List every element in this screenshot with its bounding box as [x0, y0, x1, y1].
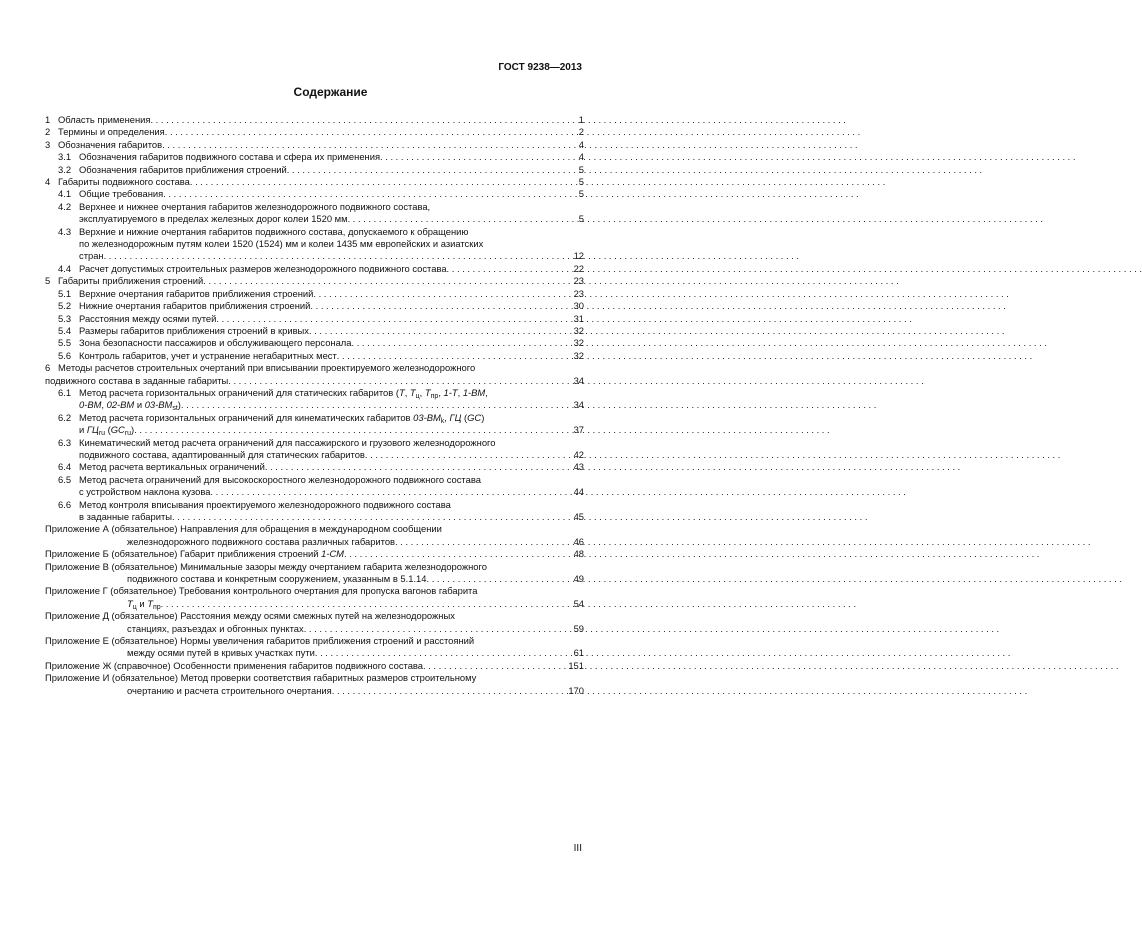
- entry-number: 6.1: [58, 386, 72, 398]
- entry-title: Контроль габаритов, учет и устранение негабаритных мест: [79, 349, 337, 361]
- entry-page: 12: [573, 250, 584, 262]
- entry-number: 6.6: [58, 498, 72, 510]
- entry-title-line-1: Верхние и нижние очертания габаритов подвижного состава, допускаемого к обращению: [79, 225, 469, 237]
- toc-entry-appendix-i[interactable]: [45, 672, 584, 697]
- leader-dots: [313, 288, 572, 300]
- entry-title-line-1: Верхнее и нижнее очертания габаритов железнодорожного подвижного состава,: [79, 200, 431, 212]
- entry-page: 22: [573, 262, 584, 274]
- entry-page: 170: [568, 684, 584, 696]
- entry-title: Обозначения габаритов приближения строений: [79, 163, 287, 175]
- entry-number: 5.4: [58, 324, 72, 336]
- entry-title-line-1: Кинематический метод расчета ограничений для пассажирского и грузового железнодорожного: [79, 436, 496, 448]
- leader-dots: [426, 573, 572, 585]
- toc-entry-appendix-d[interactable]: [45, 610, 584, 635]
- entry-title-line-2: эксплуатируемого в пределах железных дорог колеи 1520 мм: [79, 213, 348, 225]
- toc-entry-5-1[interactable]: [45, 288, 584, 300]
- leader-dots: [134, 424, 572, 436]
- entry-page: 46: [573, 535, 584, 547]
- leader-dots: [310, 300, 572, 312]
- entry-page: 31: [573, 312, 584, 324]
- leader-dots: [150, 114, 577, 126]
- entry-page: 23: [573, 275, 584, 287]
- entry-page: 2: [578, 126, 584, 138]
- entry-page: 44: [573, 486, 584, 498]
- entry-title: Расстояния между осями путей: [79, 312, 217, 324]
- entry-title-line-1: Метод расчета горизонтальных ограничений для кинематических габаритов: [79, 411, 414, 423]
- entry-number: 4.3: [58, 225, 72, 237]
- entry-page: 151: [568, 659, 584, 671]
- entry-page: 48: [573, 548, 584, 560]
- leader-dots: [365, 449, 573, 461]
- entry-title-line-1: Метод расчета ограничений для высокоскоростного железнодорожного подвижного состава: [79, 473, 481, 485]
- entry-title: Приложение Б (обязательное) Габарит приближения строений: [45, 548, 322, 560]
- entry-title-line-3: стран: [79, 250, 104, 262]
- leader-dots: [172, 511, 573, 523]
- entry-title-line-1: Приложение И (обязательное) Метод проверки соответствия габаритных размеров строительному: [45, 672, 477, 684]
- entry-page: 32: [573, 324, 584, 336]
- toc-entry-4[interactable]: [45, 176, 584, 188]
- entry-page: 1: [578, 114, 584, 125]
- leader-dots: [332, 685, 568, 697]
- entry-page: 42: [573, 448, 584, 460]
- entry-page: 45: [573, 511, 584, 522]
- entry-title-line-2: по железнодорожным путям колеи 1520 (1524) мм и колеи 1435 мм европейских и азиатских: [79, 238, 484, 250]
- leader-dots: [163, 188, 578, 200]
- toc-entry-appendix-g[interactable]: Приложение Г (обязательное) Требования контрольного очертания для пропуска вагонов габарита $T_ц$ и $T_{пр}$ . . . 54: [45, 585, 584, 610]
- entry-number: 3.2: [58, 163, 72, 175]
- leader-dots: [210, 486, 572, 498]
- entry-title: Обозначения габаритов подвижного состава и сфера их применения: [79, 151, 381, 163]
- entry-page: 34: [573, 399, 584, 411]
- entry-page: 5: [578, 176, 584, 188]
- leader-dots: [216, 313, 572, 325]
- leader-dots: [104, 250, 573, 262]
- leader-dots: [228, 375, 572, 387]
- leader-dots: [165, 126, 578, 138]
- toc-entry-5-5[interactable]: [45, 337, 584, 349]
- entry-page: 49: [573, 573, 584, 585]
- entry-number: 5.3: [58, 312, 72, 324]
- toc-entry-appendix-b[interactable]: Приложение Б (обязательное) Габарит приближения строений 1-СМ . . . 48: [45, 548, 584, 560]
- leader-dots: [395, 536, 573, 548]
- table-of-contents: [45, 114, 584, 697]
- entry-title-line-2: очертанию и расчета строительного очертания: [127, 684, 332, 696]
- leader-dots: [203, 275, 572, 287]
- toc-entry-appendix-zh[interactable]: [45, 660, 584, 672]
- entry-page: 4: [578, 151, 584, 163]
- entry-page: 5: [578, 163, 584, 175]
- leader-dots: [344, 548, 573, 560]
- entry-title: Термины и определения: [58, 126, 165, 138]
- toc-entry-5-2[interactable]: [45, 300, 584, 312]
- entry-number: 4.4: [58, 262, 72, 274]
- toc-entry-6-5[interactable]: [45, 474, 584, 499]
- entry-title-line-1: Метод контроля вписывания проектируемого железнодорожного подвижного состава: [79, 498, 451, 510]
- entry-number: 5.2: [58, 300, 72, 312]
- entry-page: 5: [578, 213, 584, 225]
- entry-page: 32: [573, 337, 584, 349]
- entry-number: 5.6: [58, 349, 72, 361]
- entry-number: 5.5: [58, 337, 72, 349]
- toc-entry-appendix-e[interactable]: [45, 635, 584, 660]
- entry-title-line-2: подвижного состава и конкретным сооружением, указанным в 5.1.14: [127, 573, 427, 585]
- leader-dots: [315, 647, 573, 659]
- toc-entry-6-1[interactable]: 6.1 Метод расчета горизонтальных ограничений для статических габаритов (T, $T_ц$, $T_{пр}$, 1-T, 1-ВМ, 0-ВМ, 02-ВМ и $03-ВМ_{st}$) . . . 34: [45, 387, 584, 412]
- leader-dots: [423, 660, 567, 672]
- toc-entry-5[interactable]: [45, 275, 584, 287]
- entry-page: 54: [573, 597, 584, 609]
- entry-number: 6.5: [58, 473, 72, 485]
- entry-page: 43: [573, 461, 584, 473]
- entry-number: 2: [45, 126, 51, 138]
- entry-title-line-2: железнодорожного подвижного состава различных габаритов: [127, 535, 396, 547]
- toc-entry-appendix-a[interactable]: [45, 523, 584, 548]
- entry-title-line-1: Приложение Д (обязательное) Расстояния между осями смежных путей на железнодорожных: [45, 610, 455, 622]
- toc-entry-3[interactable]: [45, 139, 584, 151]
- toc-entry-4-4[interactable]: [45, 263, 584, 275]
- entry-page: 4: [578, 138, 584, 150]
- entry-page: 61: [573, 647, 584, 659]
- leader-dots: [447, 263, 573, 275]
- entry-title: Размеры габаритов приближения строений в кривых: [79, 324, 309, 336]
- entry-number: 6.4: [58, 461, 72, 473]
- entry-title: Область применения: [58, 114, 151, 125]
- toc-entry-5-4[interactable]: [45, 325, 584, 337]
- entry-number: 6.3: [58, 436, 72, 448]
- entry-title-line-2: с устройством наклона кузова: [79, 486, 211, 498]
- toc-entry-6-6[interactable]: [45, 499, 584, 524]
- toc-entry-6[interactable]: [45, 362, 584, 387]
- entry-title-line-2: в заданные габариты: [79, 511, 172, 522]
- entry-title: Обозначения габаритов: [58, 138, 163, 150]
- toc-entry-5-3[interactable]: [45, 313, 584, 325]
- entry-title: Зона безопасности пассажиров и обслуживающего персонала: [79, 337, 352, 349]
- entry-title: Габариты приближения строений: [58, 275, 204, 287]
- entry-number: 5: [45, 275, 51, 287]
- toc-entry-2[interactable]: [45, 126, 584, 138]
- entry-title-line-1: Приложение А (обязательное) Направления для обращения в международном сообщении: [45, 523, 442, 535]
- entry-page: 5: [578, 188, 584, 200]
- entry-title-line-2: станциях, разъездах и обгонных пунктах: [127, 622, 304, 634]
- leader-dots: [190, 176, 578, 188]
- entry-title: Метод расчета вертикальных ограничений: [79, 461, 265, 473]
- entry-title-line-1: Метод расчета горизонтальных ограничений для статических габаритов (: [79, 386, 399, 398]
- leader-dots: [181, 399, 573, 411]
- entry-title-line-1: Приложение Г (обязательное) Требования контрольного очертания для пропуска вагонов габарита: [45, 585, 478, 597]
- entry-page: 59: [573, 622, 584, 634]
- entry-page: 23: [573, 287, 584, 299]
- entry-title-line-2: подвижного состава, адаптированный для статических габаритов: [79, 448, 365, 460]
- leader-dots: [287, 164, 578, 176]
- entry-number: 3.1: [58, 151, 72, 163]
- toc-entry-5-6[interactable]: [45, 350, 584, 362]
- leader-dots: [162, 139, 578, 151]
- leader-dots: [348, 213, 578, 225]
- entry-title-line-1: Приложение В (обязательное) Минимальные зазоры между очертанием габарита железнодорожного: [45, 560, 487, 572]
- leader-dots: [161, 598, 573, 610]
- entry-title: Нижние очертания габаритов приближения строений: [79, 300, 311, 312]
- entry-title-line-1: Методы расчетов строительных очертаний при вписывании проектируемого железнодорожного: [58, 362, 476, 374]
- toc-entry-4-3[interactable]: [45, 226, 584, 263]
- toc-title: Содержание: [293, 85, 368, 99]
- leader-dots: [265, 461, 573, 473]
- entry-title-line-2: между осями путей в кривых участках пути: [127, 647, 315, 659]
- entry-title: Расчет допустимых строительных размеров железнодорожного подвижного состава: [79, 262, 447, 274]
- entry-page: 34: [573, 374, 584, 386]
- entry-number: 6.2: [58, 411, 72, 423]
- toc-entry-appendix-v[interactable]: [45, 561, 584, 586]
- entry-number: 4.2: [58, 200, 72, 212]
- entry-number: 6: [45, 362, 51, 374]
- toc-entry-4-2[interactable]: [45, 201, 584, 226]
- entry-number: 3: [45, 138, 51, 150]
- leader-dots: [309, 325, 573, 337]
- toc-entry-1[interactable]: [45, 114, 584, 126]
- entry-title: Габариты подвижного состава: [58, 176, 190, 188]
- entry-number: 1: [45, 114, 51, 125]
- entry-page: 37: [573, 424, 584, 436]
- toc-entry-3-2[interactable]: [45, 164, 584, 176]
- leader-dots: [380, 151, 578, 163]
- entry-page: 30: [573, 300, 584, 312]
- entry-title-line-2: подвижного состава в заданные габариты: [45, 374, 229, 386]
- document-header: ГОСТ 9238—2013: [498, 62, 582, 73]
- entry-number: 5.1: [58, 287, 72, 299]
- leader-dots: [351, 337, 572, 349]
- toc-entry-4-1[interactable]: [45, 188, 584, 200]
- entry-page: 32: [573, 349, 584, 361]
- entry-title-line-1: Приложение Е (обязательное) Нормы увеличения габаритов приближения строений и расстояний: [45, 635, 475, 647]
- toc-entry-3-1[interactable]: [45, 151, 584, 163]
- toc-entry-6-4[interactable]: [45, 461, 584, 473]
- entry-title: Верхние очертания габаритов приближения строений: [79, 287, 314, 299]
- page-number: III: [573, 843, 582, 854]
- toc-entry-6-3[interactable]: [45, 437, 584, 462]
- toc-entry-6-2[interactable]: 6.2 Метод расчета горизонтальных ограничений для кинематических габаритов $03-ВМ_k$, ГЦ (GC) и $ГЦ_{ru}$ $(GC_{ru})$ . . . 37: [45, 412, 584, 437]
- leader-dots: [304, 623, 573, 635]
- entry-number: 4.1: [58, 188, 72, 200]
- entry-title: Общие требования: [79, 188, 164, 200]
- leader-dots: [337, 350, 573, 362]
- entry-title: Приложение Ж (справочное) Особенности применения габаритов подвижного состава: [45, 659, 423, 671]
- entry-number: 4: [45, 176, 51, 188]
